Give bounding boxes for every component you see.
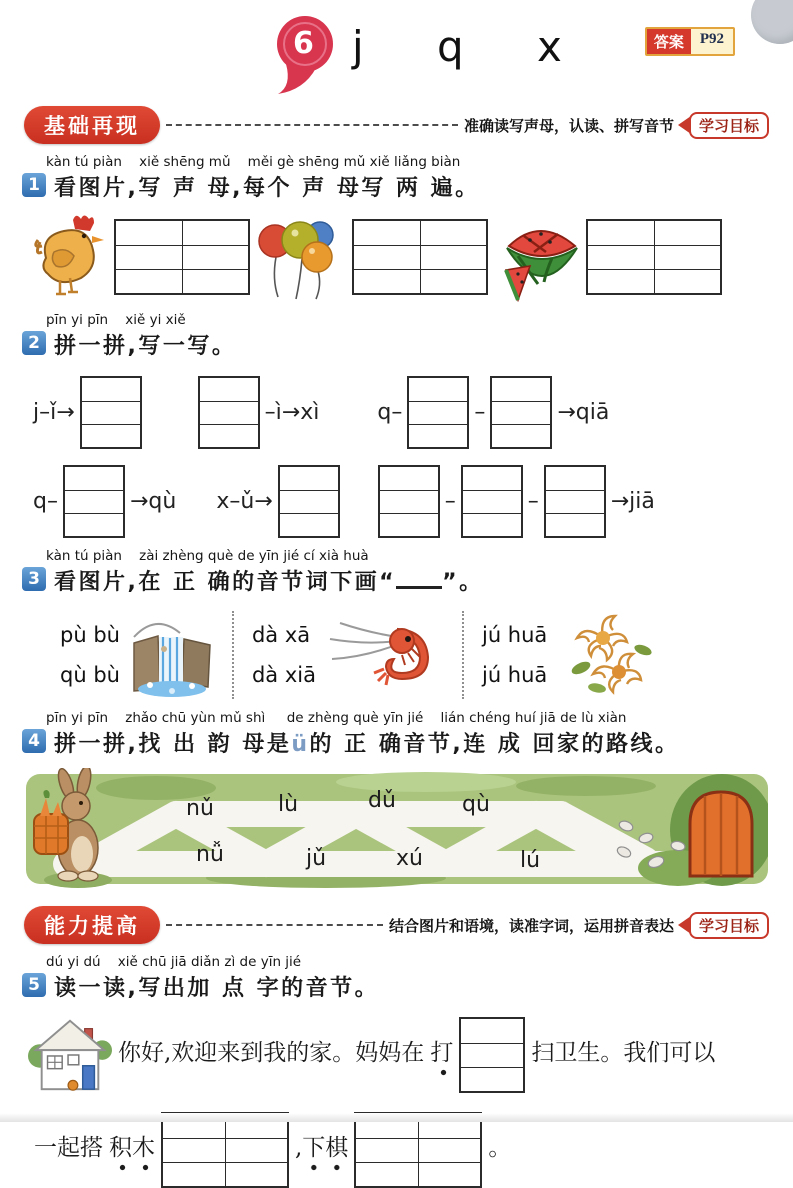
answer-page: P92: [691, 29, 733, 54]
chrysanthemum-icon: [557, 610, 661, 700]
page-header: [0, 0, 793, 100]
u-umlaut-highlight: ü: [291, 732, 310, 757]
writing-grid[interactable]: [278, 465, 340, 538]
dotted-characters: 积木: [109, 1129, 155, 1171]
exercise-5-number: 5: [22, 973, 46, 997]
maze-syllable[interactable]: lù: [278, 792, 299, 817]
writing-grid[interactable]: [352, 219, 488, 295]
exercise-2-heading: [22, 312, 793, 360]
exercise-2-row-1: [28, 376, 793, 449]
answer-label: 答案: [647, 29, 691, 54]
writing-grid[interactable]: [461, 465, 523, 538]
option-chrysanthemum: [482, 610, 661, 700]
dashed-divider: [166, 124, 458, 126]
learning-goal-text: 结合图片和语境，读准字词，运用拼音表达: [388, 916, 674, 935]
balloons-icon: [256, 213, 346, 301]
exercise-4-heading: [22, 710, 793, 758]
house-icon: [28, 1014, 112, 1096]
writing-grid[interactable]: [586, 219, 722, 295]
exercise-4-number: 4: [22, 729, 46, 753]
exercise-2-number: 2: [22, 331, 46, 355]
goal-badge-label: 学习目标: [689, 112, 769, 139]
dotted-separator: [462, 611, 464, 699]
maze-puzzle: [26, 768, 768, 888]
spell-label: →jiā: [610, 489, 655, 514]
learning-goal-text: 准确读写声母，认读、拼写音节: [463, 116, 674, 135]
lesson-number-badge: [272, 14, 338, 102]
exercise-4-text: 拼一拼,找 出 韵 母是ü的 正 确音节,连 成 回家的路线。: [54, 732, 680, 757]
writing-grid[interactable]: [80, 376, 142, 449]
writing-grid[interactable]: [544, 465, 606, 538]
page-bottom-shadow: [0, 1113, 793, 1122]
exercise-3-options: [60, 610, 793, 700]
maze-syllable[interactable]: lú: [520, 848, 541, 873]
exercise-3-number: 3: [22, 567, 46, 591]
sentence-text: 。: [488, 1135, 512, 1161]
spell-label: q–: [377, 400, 403, 425]
exercise-1-row: [26, 212, 773, 302]
maze-syllable[interactable]: dǔ: [368, 788, 396, 813]
sentence-text: 你好,欢迎来到我的家。妈妈在: [118, 1040, 425, 1066]
exercise-5-line-1: [28, 1014, 793, 1096]
waterfall-icon: [130, 611, 214, 699]
sentence-text: ,下棋: [295, 1129, 348, 1171]
writing-grid[interactable]: [378, 465, 440, 538]
exercise-3-pinyin: kàn tú piàn zài zhèng què de yīn jié cí xià huà: [46, 548, 369, 564]
spell-label: j–ǐ→: [33, 400, 75, 425]
dashed-divider: [166, 924, 383, 926]
exercise-5-pinyin: dú yi dú xiě chū jiā diǎn zì de yīn jié: [46, 954, 302, 970]
hen-icon: [26, 212, 108, 302]
sentence-text: 扫卫生。我们可以: [531, 1040, 716, 1066]
syllable-option[interactable]: qù bù: [60, 663, 120, 687]
syllable-option[interactable]: dà xā: [251, 623, 311, 647]
underline-blank: [396, 573, 442, 589]
shrimp-icon: [326, 615, 444, 695]
dash-label: –: [527, 489, 539, 514]
dotted-character: 打: [430, 1034, 453, 1076]
writing-grid[interactable]: [354, 1112, 482, 1188]
goal-badge-label: 学习目标: [689, 912, 769, 939]
exercise-1-number: 1: [22, 173, 46, 197]
spell-label: x–ǔ→: [216, 489, 273, 514]
learning-goal-badge: [678, 912, 769, 939]
syllable-option[interactable]: pù bù: [60, 623, 120, 647]
exercise-1-heading: [22, 154, 793, 202]
writing-grid[interactable]: [114, 219, 250, 295]
maze-syllable[interactable]: nǔ: [186, 796, 214, 821]
dash-label: –: [444, 489, 456, 514]
exercise-5-line-2: [34, 1112, 793, 1188]
writing-grid[interactable]: [63, 465, 125, 538]
sentence-text: 一起搭: [34, 1135, 103, 1161]
exercise-5-heading: [22, 954, 793, 1002]
spell-label: →qiā: [557, 400, 610, 425]
maze-syllable[interactable]: xú: [396, 846, 423, 871]
section-improve: [24, 906, 769, 944]
section-banner: 能力提高: [24, 906, 160, 944]
exercise-2-text: 拼一拼,写一写。: [54, 334, 237, 359]
exercise-3-text: 看图片,在 正 确的音节词下画“ ”。: [54, 570, 484, 595]
option-waterfall: [60, 611, 214, 699]
exercise-1-text: 看图片,写 声 母,每个 声 母写 两 遍。: [54, 176, 480, 201]
writing-grid[interactable]: [198, 376, 260, 449]
dotted-separator: [232, 611, 234, 699]
syllable-option[interactable]: dà xiā: [251, 663, 316, 687]
maze-syllable[interactable]: qù: [462, 792, 490, 817]
dash-label: –: [474, 400, 486, 425]
answer-reference[interactable]: [645, 27, 735, 56]
syllable-option[interactable]: jú huā: [481, 623, 548, 647]
section-banner: 基础再现: [24, 106, 160, 144]
maze-syllable[interactable]: jǔ: [306, 846, 327, 871]
spell-label: q–: [33, 489, 58, 514]
writing-grid[interactable]: [407, 376, 469, 449]
writing-grid[interactable]: [459, 1017, 525, 1093]
exercise-2-pinyin: pīn yi pīn xiě yi xiě: [46, 312, 186, 328]
writing-grid[interactable]: [490, 376, 552, 449]
page-title: j q x: [352, 22, 592, 71]
maze-syllable[interactable]: nǚ: [196, 842, 224, 867]
exercise-1-pinyin: kàn tú piàn xiě shēng mǔ měi gè shēng mǔ xiě liǎng biàn: [46, 154, 461, 170]
writing-grid[interactable]: [161, 1112, 289, 1188]
exercise-4-pinyin: pīn yi pīn zhǎo chū yùn mǔ shì de zhèng què yīn jié lián chéng huí jiā de lù xiàn: [46, 710, 627, 726]
exercise-2-row-2: [28, 465, 793, 538]
spell-label: –ì→xì: [264, 400, 320, 425]
lesson-number: 6: [293, 26, 314, 61]
section-basics: [24, 106, 769, 144]
watermelon-icon: [494, 212, 580, 302]
learning-goal-badge: [678, 112, 769, 139]
exercise-5-text: 读一读,写出加 点 字的音节。: [54, 976, 380, 1001]
option-shrimp: [252, 615, 444, 695]
exercise-3-heading: [22, 548, 793, 596]
syllable-option[interactable]: jú huā: [481, 663, 548, 687]
spell-label: →qù: [129, 489, 177, 514]
